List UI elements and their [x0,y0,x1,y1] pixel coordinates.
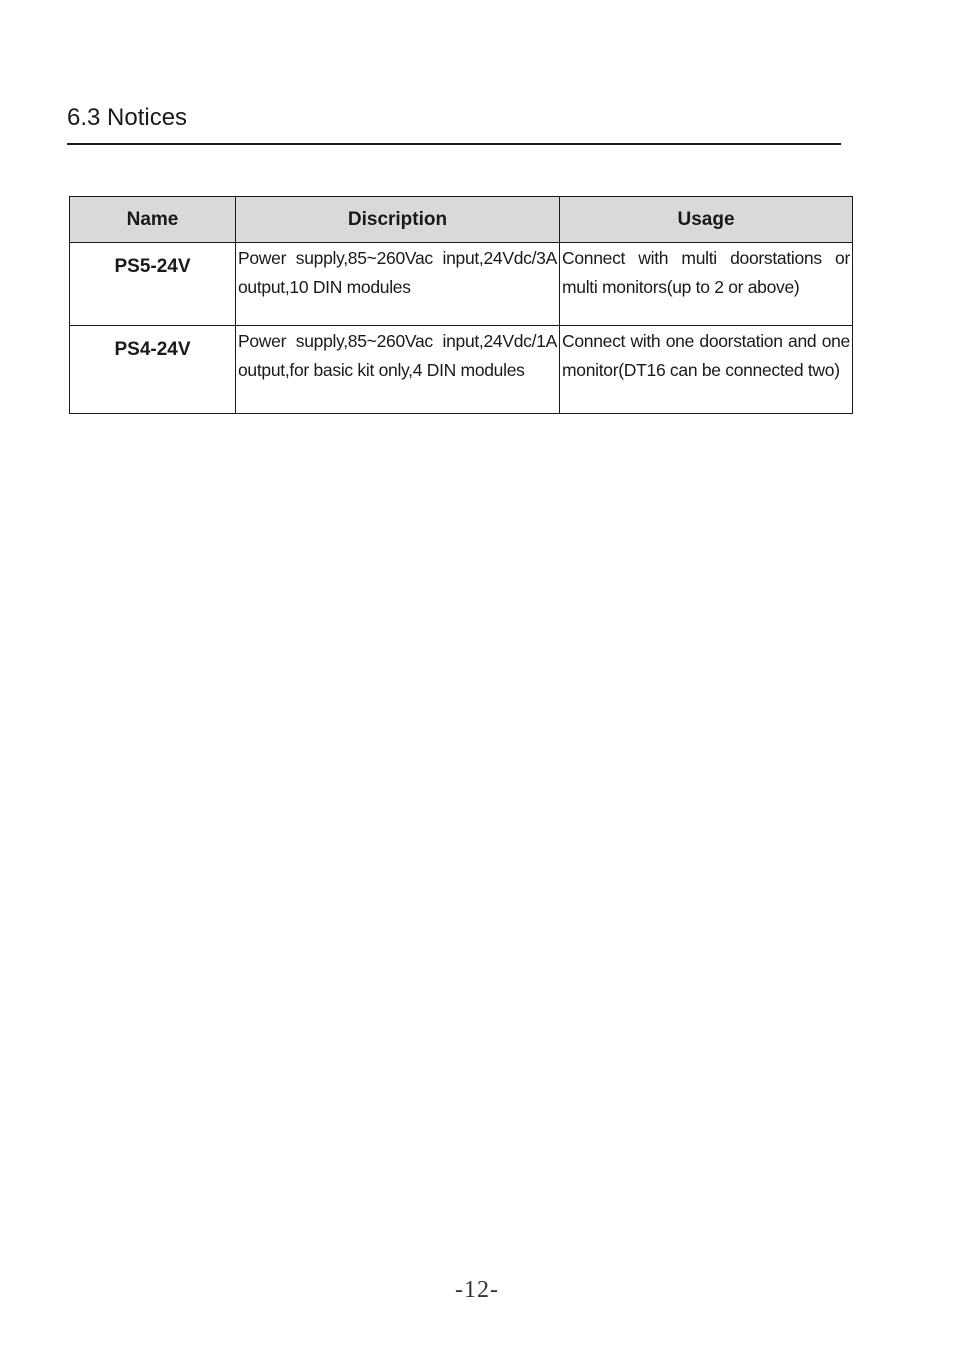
cell-description: Power supply,85~260Vac input,24Vdc/1A output,for basic kit only,4 DIN modules [236,326,560,414]
table-header-row [70,197,853,243]
table-row [70,243,853,326]
cell-description: Power supply,85~260Vac input,24Vdc/3A output,10 DIN modules [236,243,560,326]
cell-usage: Connect with one doorstation and one monitor(DT16 can be connected two) [560,326,853,414]
page-number: -12- [455,1277,499,1303]
column-header-name: Name [70,197,236,243]
column-header-usage: Usage [560,197,853,243]
table-row [70,326,853,414]
cell-usage: Connect with multi doorstations or multi monitors(up to 2 or above) [560,243,853,326]
cell-name: PS4-24V [70,326,236,414]
cell-name: PS5-24V [70,243,236,326]
column-header-description: Discription [236,197,560,243]
power-supply-table [69,196,853,414]
section-heading: 6.3 Notices [67,104,188,131]
heading-divider [67,143,841,145]
